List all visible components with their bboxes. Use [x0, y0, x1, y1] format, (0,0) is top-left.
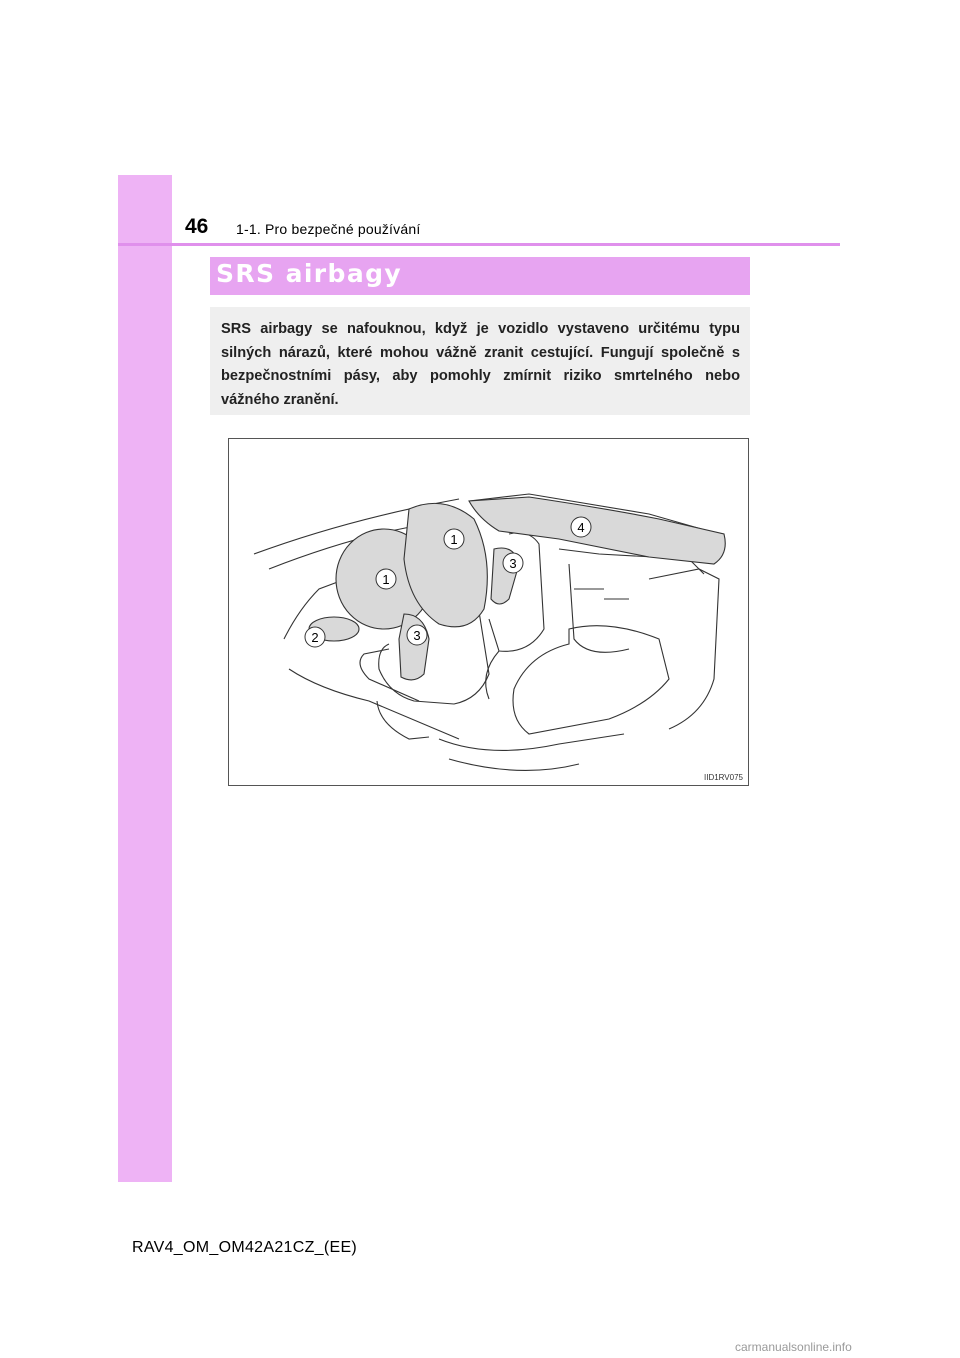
driver-side-airbag-shape [399, 614, 429, 680]
watermark: carmanualsonline.info [735, 1340, 852, 1354]
callout-1-passenger [444, 529, 464, 549]
svg-text:3: 3 [413, 628, 421, 643]
page-title: SRS airbagy [216, 259, 403, 288]
rear-bench [513, 626, 669, 734]
section-label: 1-1. Pro bezpečné používání [236, 221, 421, 237]
header-rule [118, 243, 840, 246]
airbag-drawing [229, 439, 750, 787]
svg-text:3: 3 [509, 556, 517, 571]
chapter-side-tab [118, 175, 172, 1182]
page-number: 46 [185, 215, 209, 238]
callout-1-driver [376, 569, 396, 589]
callout-3-passenger-side [503, 553, 523, 573]
document-code: RAV4_OM_OM42A21CZ_(EE) [132, 1239, 358, 1256]
callout-4-curtain [571, 517, 591, 537]
airbag-illustration [228, 438, 749, 786]
figure-code: IID1RV075 [704, 773, 743, 782]
callout-3-driver-side [407, 625, 427, 645]
svg-text:2: 2 [311, 630, 319, 645]
callout-2-knee [305, 627, 325, 647]
svg-text:4: 4 [577, 520, 585, 535]
svg-text:1: 1 [382, 572, 390, 587]
svg-text:1: 1 [450, 532, 458, 547]
intro-text: SRS airbagy se nafouknou, když je vozidlo vystaveno určitému typu silných nárazů, které mohou vážně zranit cestující. Fungují společně s bezpečnostními pásy, aby pomohly zmírnit riziko smrtelného nebo vážného zranění. [221, 321, 740, 408]
